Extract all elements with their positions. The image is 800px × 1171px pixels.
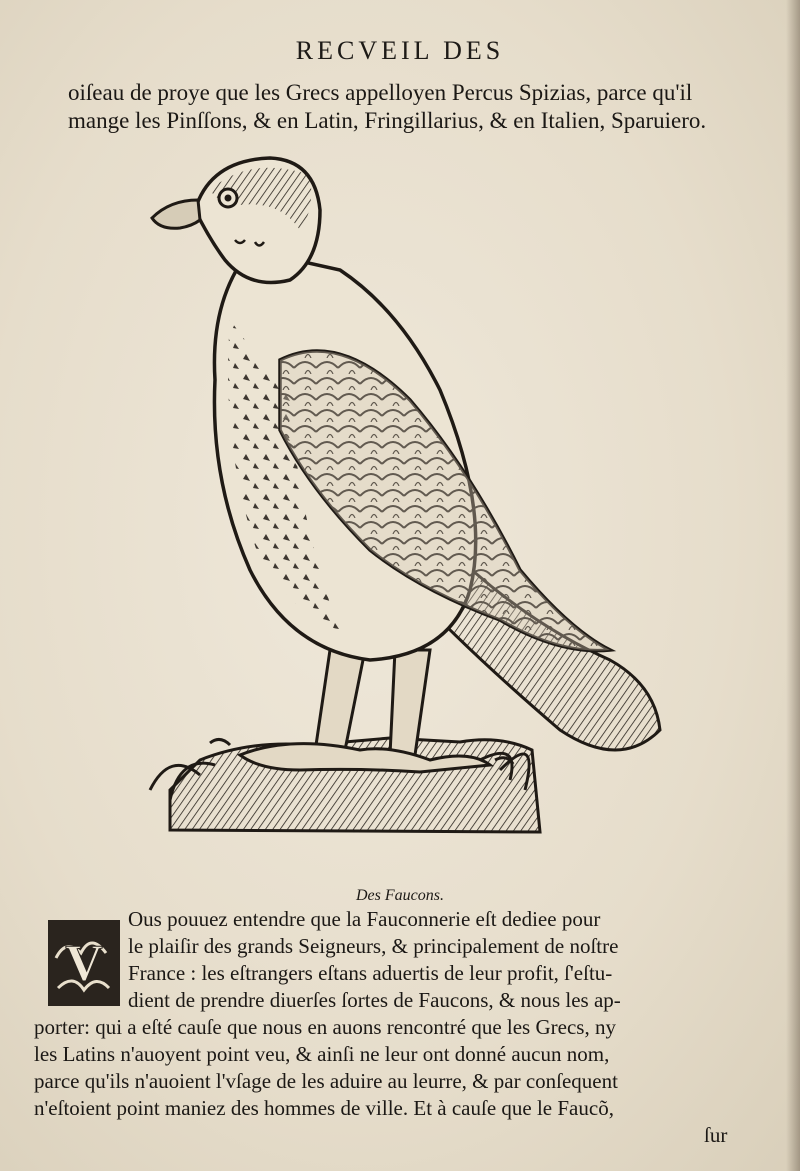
intro-line-1: oiſeau de proye que les Grecs appelloyen Percus Spizias, parce qu'il — [68, 80, 693, 105]
running-head: RECVEIL DES — [295, 36, 505, 65]
intro-line-2: mange les Pinſſons, & en Latin, Fringillarius, & en Italien, Sparuiero. — [68, 108, 707, 133]
body-line-6: les Latins n'auoyent point veu, & ainſi ne leur ont donné aucun nom, — [34, 1042, 610, 1066]
decorated-initial-v — [46, 918, 122, 1008]
falcon-beak — [152, 200, 200, 228]
body-line-8: n'eſtoient point maniez des hommes de ville. Et à cauſe que le Faucõ, — [34, 1096, 614, 1120]
body-line-3: France : les eſtrangers eſtans aduertis de leur profit, ſ'eſtu- — [128, 961, 613, 985]
falcon-woodcut-illustration — [140, 150, 670, 840]
body-line-5: porter: qui a eſté cauſe que nous en auons rencontré que les Grecs, ny — [34, 1015, 616, 1039]
body-line-2: le plaiſir des grands Seigneurs, & principalement de noſtre — [128, 934, 619, 958]
body-line-4: dient de prendre diuerſes ſortes de Faucons, & nous les ap- — [128, 988, 621, 1012]
catchword: ſur — [704, 1123, 728, 1147]
svg-text:V: V — [65, 935, 103, 992]
body-line-1: Ous pouuez entendre que la Fauconnerie eſt dediee pour — [128, 907, 601, 931]
body-line-7: parce qu'ils n'auoient l'vſage de les aduire au leurre, & par conſequent — [34, 1069, 618, 1093]
section-caption: Des Faucons. — [356, 887, 444, 904]
